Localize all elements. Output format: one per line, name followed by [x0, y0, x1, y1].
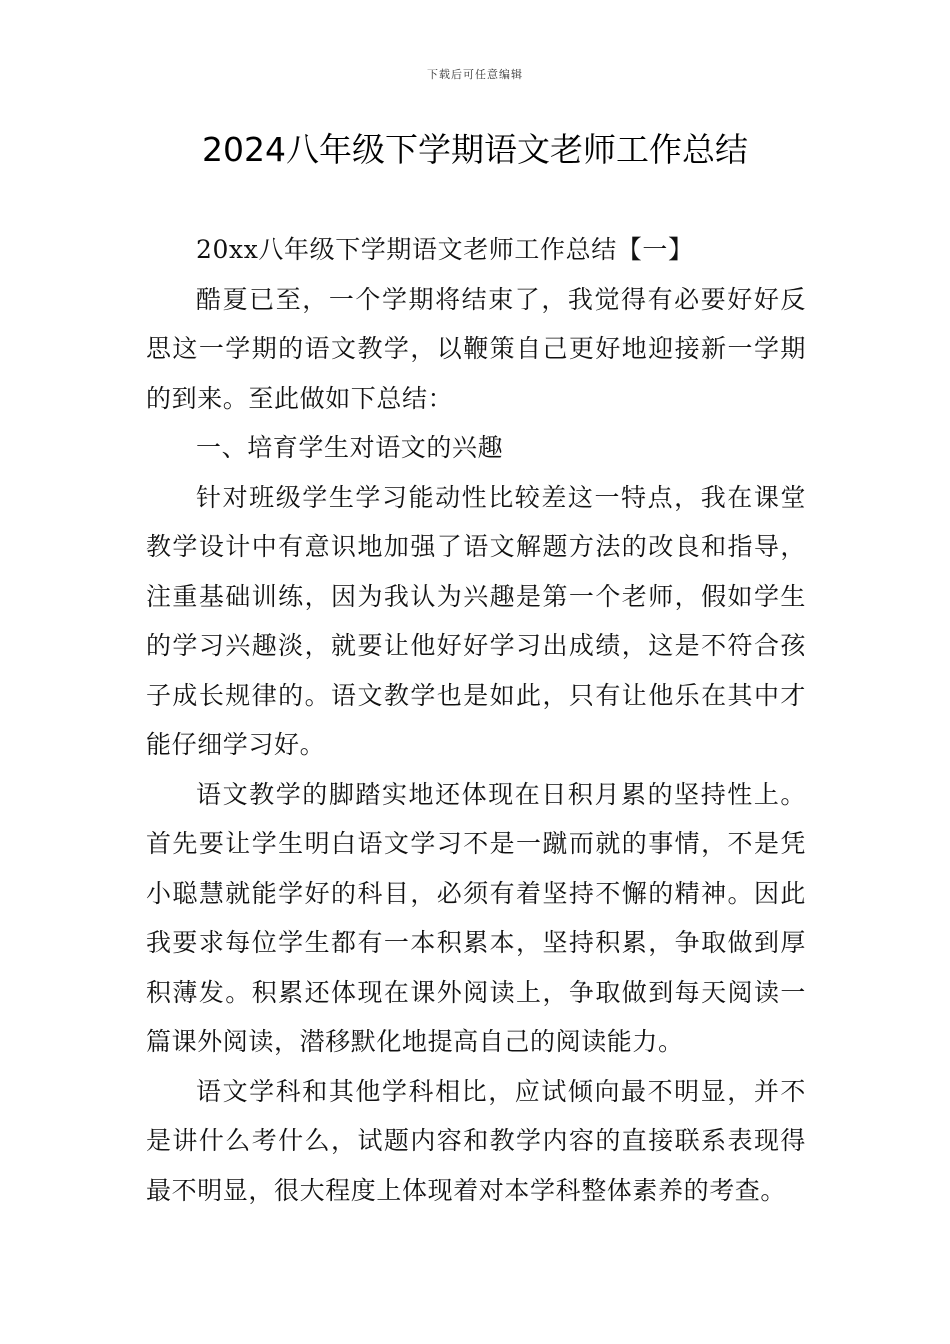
subsection-heading: 一、培育学生对语文的兴趣 — [196, 433, 504, 462]
paragraph: 语文教学的脚踏实地还体现在日积月累的坚持性上。首先要让学生明白语文学习不是一蹴而就的事情，不是凭小聪慧就能学好的科目，必须有着坚持不懈的精神。因此我要求每位学生都有一本积累本，坚持积累，争取做到厚积薄发。积累还体现在课外阅读上，争取做到每天阅读一篇课外阅读，潜移默化地提高自己的阅读能力。 — [146, 779, 806, 1056]
document-body — [146, 225, 806, 1215]
document-title: 2024八年级下学期语文老师工作总结 — [202, 130, 748, 169]
paragraph: 语文学科和其他学科相比，应试倾向最不明显，并不是讲什么考什么，试题内容和教学内容的直接联系表现得最不明显，很大程度上体现着对本学科整体素养的考查。 — [146, 1076, 806, 1205]
paragraph-intro: 酷夏已至，一个学期将结束了，我觉得有必要好好反思这一学期的语文教学，以鞭策自己更好地迎接新一学期的到来。至此做如下总结： — [146, 284, 806, 413]
section-heading: 20xx八年级下学期语文老师工作总结【一】 — [196, 235, 694, 264]
paragraph: 针对班级学生学习能动性比较差这一特点，我在课堂教学设计中有意识地加强了语文解题方法的改良和指导，注重基础训练，因为我认为兴趣是第一个老师，假如学生的学习兴趣淡，就要让他好好学习出成绩，这是不符合孩子成长规律的。语文教学也是如此，只有让他乐在其中才能仔细学习好。 — [146, 482, 806, 759]
header-note: 下载后可任意编辑 — [427, 68, 523, 81]
